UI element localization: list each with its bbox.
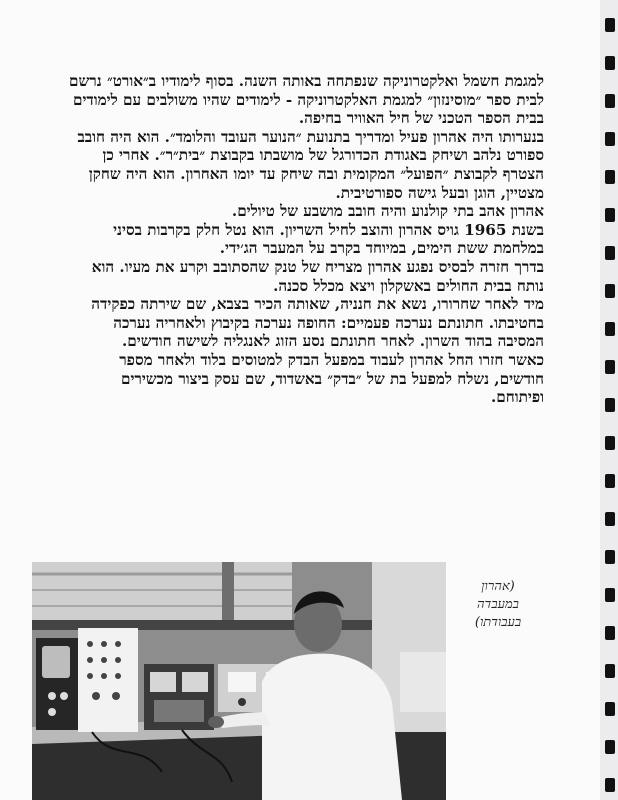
- binding-ring: [605, 94, 615, 108]
- binding-ring: [605, 360, 615, 374]
- paragraph-hobbies: אהרון אהב בתי קולנוע והיה חובב מושבע של טיולים.: [231, 202, 544, 221]
- paragraph-marriage: מיד לאחר שחרורו, נשא את חנניה, שאותה הכיר בצבא, שם שירתה כפקידה בחטיבתו. חתונתם נערכה פעמיים: החופה נערכה בקיבוץ ולאחריה נערכה המסיבה בהוד השרון. לאחר חתונתם נסע הזוג לאנגליה לשישה חודשים.: [91, 295, 544, 351]
- binding-ring: [605, 512, 615, 526]
- paragraph-injury: בדרך חזרה לבסיס נפגע אהרון מצריח של טנק שהסתובב וקרע את מעיו. הוא נותח בבית החולים באשקלון ויצא מכלל סכנה.: [91, 257, 544, 295]
- binding-ring: [605, 56, 615, 70]
- binding-ring: [605, 132, 615, 146]
- binding-ring: [605, 18, 615, 32]
- paragraph-school: למגמת חשמל ואלקטרוניקה שנפתחה באותה השנה. בסוף לימודיו ב״אורט״ נרשם לבית ספר ״מוסינזון״ למגמת האלקטרוניקה - לימודים שהיו משולבים עם לימודים בבית הספר הטכני של חיל האוויר בחיפה.: [69, 72, 544, 128]
- binding-ring: [605, 664, 615, 678]
- binding-ring: [605, 436, 615, 450]
- binding-ring: [605, 550, 615, 564]
- photo-caption: [460, 578, 536, 632]
- paragraph-youth-sports: בנערותו היה אהרון פעיל ומדריך בתנועת ״הנוער העובד והלומד״. הוא היה חובב ספורט נלהב ושיחק באגודת הכדורגל של מושבתו בקבוצת ״בית״ר״. אחרי כן הצטרף לקבוצת ״הפועל״ המקומית ובה שיחק עד יומו האחרון. הוא היה שחקן מצטיין, הוגן ובעל גישה ספורטיבית.: [77, 127, 544, 202]
- binding-ring: [605, 322, 615, 336]
- binding-ring: [605, 588, 615, 602]
- caption-line-3: בעבודתו): [474, 615, 522, 630]
- lab-photo-image: [32, 562, 446, 800]
- binding-ring: [605, 474, 615, 488]
- binding-ring: [605, 740, 615, 754]
- binding-ring: [605, 778, 615, 792]
- paragraph-work: כאשר חזרו החל אהרון לעבוד במפעל הבדק למטוסים בלוד ולאחר מספר חודשים, נשלח למפעל בת של ״בדק״ באשדוד, שם עסק ביצור מכשירים ופיתוחם.: [119, 350, 544, 407]
- lab-photo: [32, 562, 446, 800]
- spiral-binding: [600, 0, 618, 800]
- binding-ring: [605, 170, 615, 184]
- paragraph-army: בשנת 1965 גויס אהרון והוצב לחיל השריון. הוא נטל חלק בקרבות בסיני במלחמת ששת הימים, במיוחד בקרב על המעבר הג׳ידי.: [113, 220, 544, 258]
- binding-ring: [605, 246, 615, 260]
- caption-line-2: במעבדה: [477, 597, 519, 612]
- binding-ring: [605, 284, 615, 298]
- binding-ring: [605, 702, 615, 716]
- binding-ring: [605, 208, 615, 222]
- binding-ring: [605, 626, 615, 640]
- body-text: [66, 72, 544, 407]
- caption-line-1: (אהרון: [481, 579, 515, 594]
- binding-ring: [605, 398, 615, 412]
